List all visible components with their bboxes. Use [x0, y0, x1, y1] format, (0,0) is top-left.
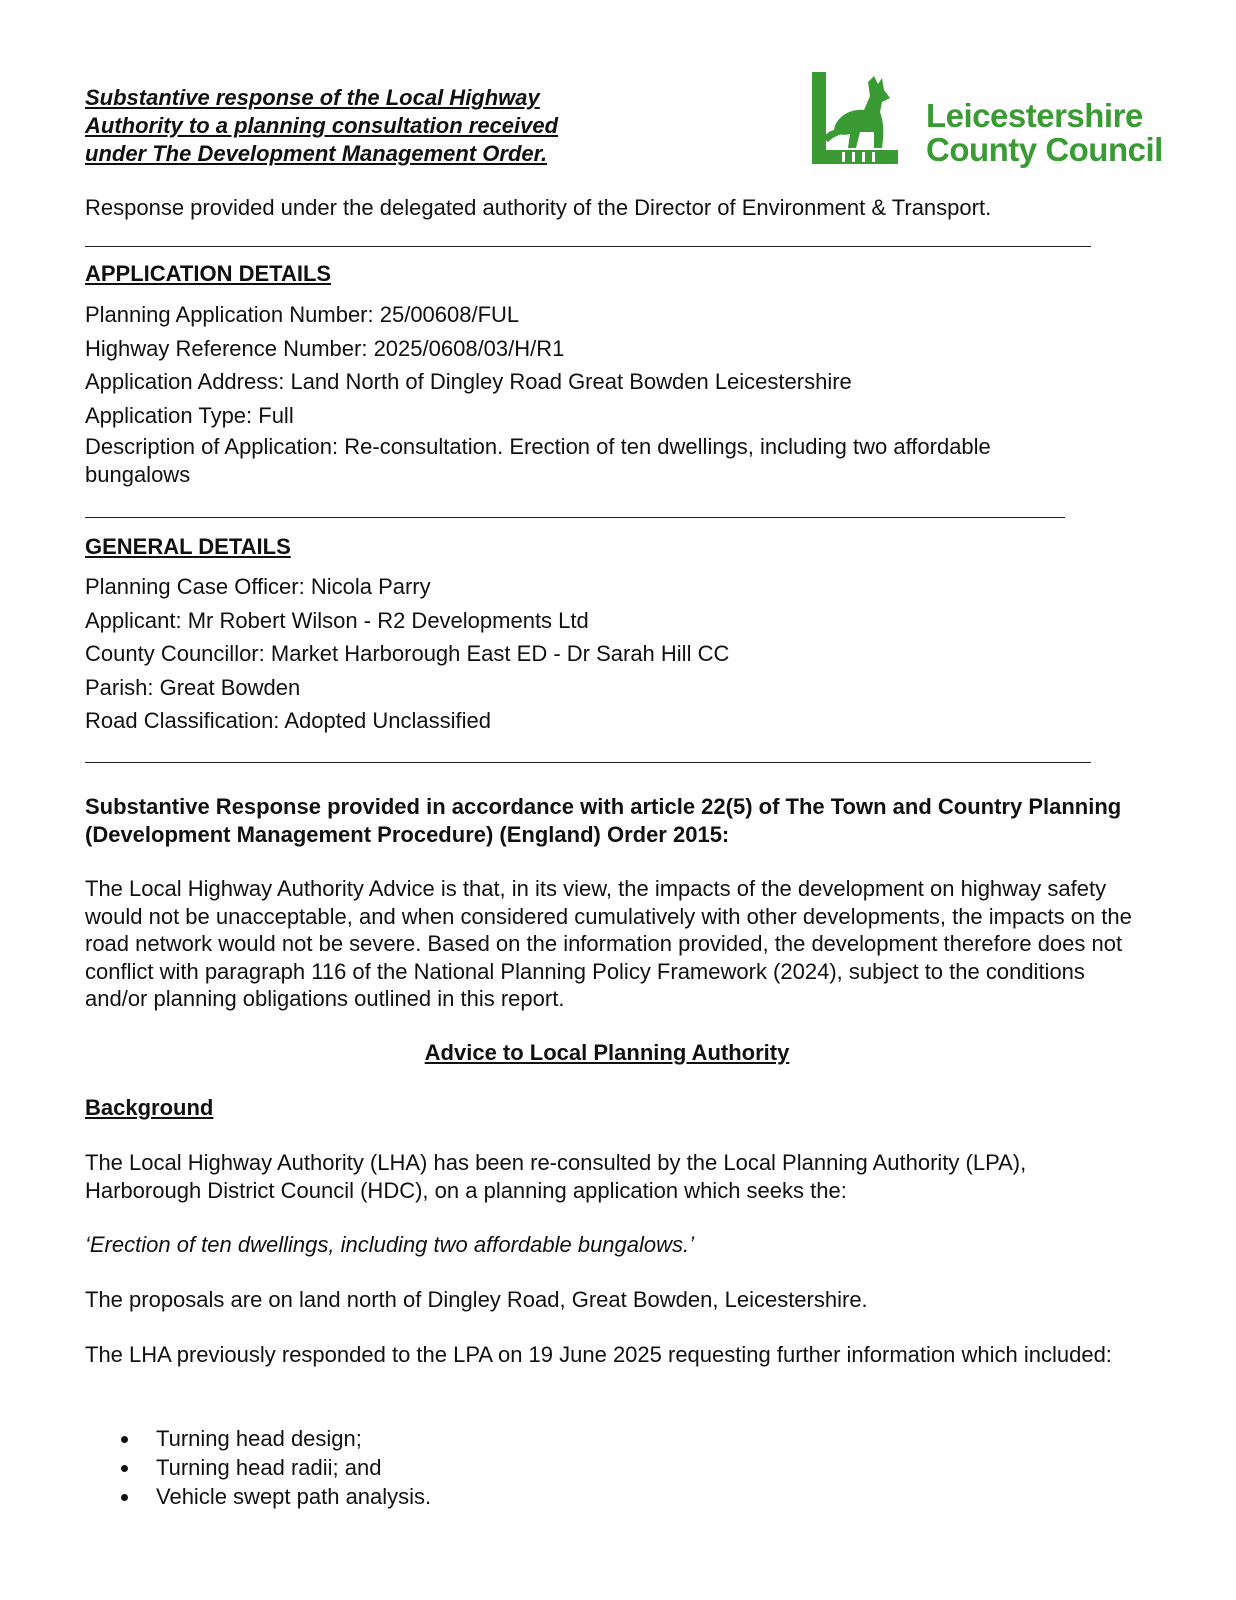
list-item [85, 1424, 431, 1453]
bullet-icon [121, 1465, 128, 1472]
detail-line: Application Address: Land North of Dingley Road Great Bowden Leicestershire [85, 369, 852, 394]
requested-info-list [85, 1424, 431, 1511]
title-line-1: Substantive response of the Local Highway [85, 85, 540, 110]
delegation-note: Response provided under the delegated authority of the Director of Environment & Transport. [85, 195, 992, 220]
detail-line: Planning Case Officer: Nicola Parry [85, 574, 431, 599]
logo-line-2: County Council [926, 131, 1163, 168]
council-logo [826, 72, 1163, 172]
detail-line: Parish: Great Bowden [85, 674, 301, 700]
substantive-heading: Substantive Response provided in accordance with article 22(5) of The Town and Country Planning (Development Management Procedure) (England) Order 2015: [85, 794, 1122, 847]
background-paragraph-3: The LHA previously responded to the LPA on 19 June 2025 requesting further information which included: [85, 1342, 1112, 1367]
application-description: Description of Application: Re-consultation. Erection of ten dwellings, including two affordable bungalows [85, 434, 991, 487]
bullet-icon [121, 1436, 128, 1443]
title-line-3: under The Development Management Order. [85, 141, 548, 166]
divider-3 [85, 762, 1091, 763]
substantive-paragraph: The Local Highway Authority Advice is that, in its view, the impacts of the development on highway safety would not be unacceptable, and when considered cumulatively with other developments, the impacts on the road network would not be severe. Based on the information provided, the development therefore does not conflict with paragraph 116 of the National Planning Policy Framework (2024), subject to the conditions and/or planning obligations outlined in this report. [85, 876, 1132, 1011]
list-item [85, 1453, 431, 1482]
advice-heading: Advice to Local Planning Authority [424, 1040, 790, 1065]
list-item [85, 1482, 431, 1511]
background-paragraph-1: The Local Highway Authority (LHA) has been re-consulted by the Local Planning Authority (LPA), Harborough District Council (HDC), on a planning application which seeks the: [85, 1150, 1027, 1203]
list-item-text: Vehicle swept path analysis. [156, 1484, 432, 1509]
general-details-heading: GENERAL DETAILS [85, 534, 291, 559]
detail-line: Application Type: Full [85, 402, 294, 428]
fox-emblem-icon [812, 72, 902, 164]
title-line-2: Authority to a planning consultation received [85, 113, 559, 138]
bullet-icon [121, 1494, 128, 1501]
detail-line: Road Classification: Adopted Unclassified [85, 708, 492, 733]
application-details-list [85, 298, 852, 432]
application-quote: ‘Erection of ten dwellings, including two affordable bungalows.’ [85, 1232, 695, 1257]
detail-line: County Councillor: Market Harborough East ED - Dr Sarah Hill CC [85, 641, 730, 666]
list-item-text: Turning head radii; and [156, 1455, 382, 1480]
logo-line-1: Leicestershire [926, 97, 1143, 134]
divider-2 [85, 517, 1065, 518]
detail-line: Planning Application Number: 25/00608/FUL [85, 302, 520, 327]
general-details-list [85, 570, 729, 738]
detail-line: Applicant: Mr Robert Wilson - R2 Developments Ltd [85, 607, 589, 633]
detail-line: Highway Reference Number: 2025/0608/03/H/R1 [85, 335, 565, 361]
background-heading: Background [85, 1095, 214, 1120]
divider-1 [85, 246, 1091, 247]
background-paragraph-2: The proposals are on land north of Dingley Road, Great Bowden, Leicestershire. [85, 1287, 868, 1312]
application-details-heading: APPLICATION DETAILS [85, 261, 332, 286]
list-item-text: Turning head design; [156, 1426, 362, 1451]
document-title [85, 84, 558, 168]
